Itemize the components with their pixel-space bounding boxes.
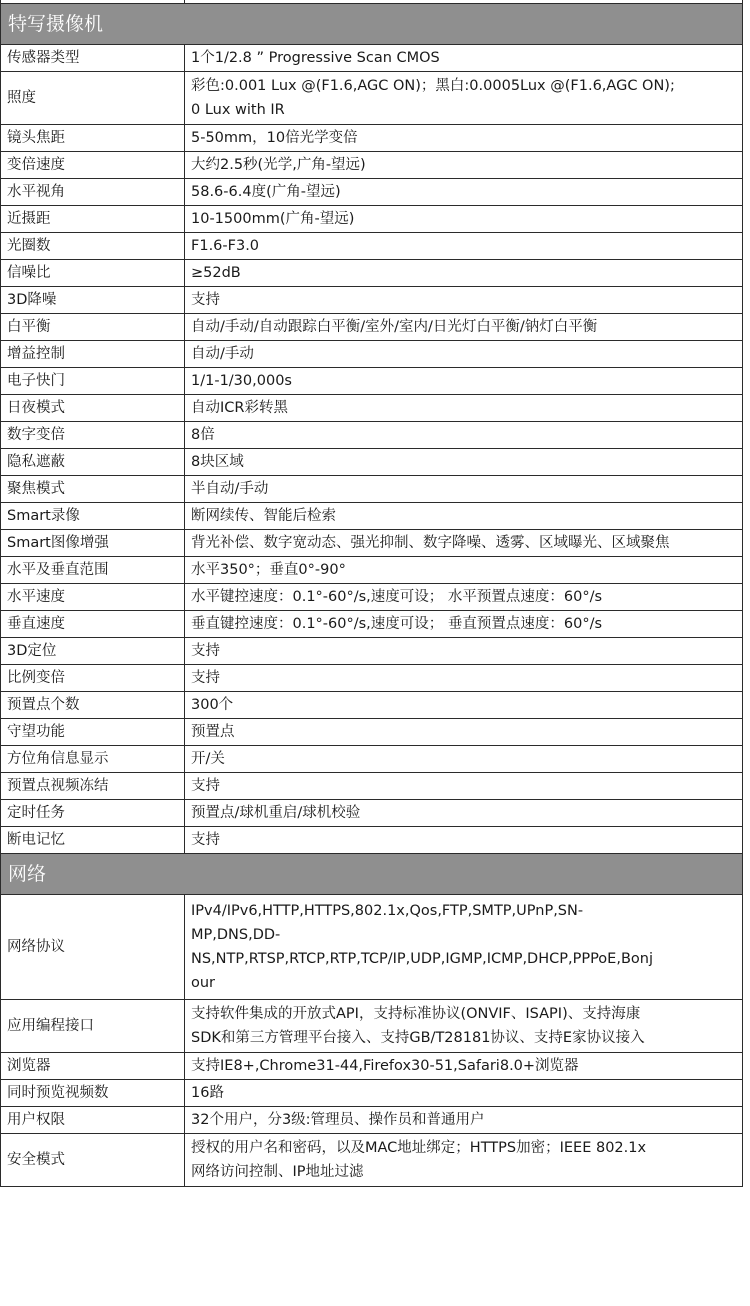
spec-value-line: ≥52dB	[191, 265, 241, 281]
table-row	[1, 638, 743, 665]
spec-value-line: 支持	[191, 643, 220, 659]
spec-label: 3D降噪	[1, 287, 185, 314]
table-row	[1, 611, 743, 638]
spec-label: 水平速度	[1, 584, 185, 611]
spec-value	[185, 179, 743, 206]
spec-label: 安全模式	[1, 1134, 185, 1187]
spec-value	[185, 746, 743, 773]
table-row	[1, 1107, 743, 1134]
spec-value-line: 授权的用户名和密码，以及MAC地址绑定；HTTPS加密；IEEE 802.1x	[191, 1140, 647, 1156]
section-title: 特写摄像机	[1, 4, 743, 45]
spec-label: 比例变倍	[1, 665, 185, 692]
spec-value	[185, 827, 743, 854]
spec-value	[185, 1107, 743, 1134]
table-row	[1, 449, 743, 476]
spec-value-line: 断网续传、智能后检索	[191, 508, 336, 524]
table-row	[1, 341, 743, 368]
spec-value-line: 自动/手动	[191, 346, 254, 362]
table-row	[1, 476, 743, 503]
spec-value	[185, 611, 743, 638]
spec-value	[185, 530, 743, 557]
spec-value-line: 支持IE8+,Chrome31-44,Firefox30-51,Safari8.0+浏览器	[191, 1058, 579, 1074]
spec-value-line: 300个	[191, 697, 234, 713]
spec-label: 白平衡	[1, 314, 185, 341]
spec-value	[185, 287, 743, 314]
table-row	[1, 72, 743, 125]
table-row	[1, 746, 743, 773]
table-row	[1, 152, 743, 179]
spec-value	[185, 45, 743, 72]
spec-label: 水平及垂直范围	[1, 557, 185, 584]
spec-value-line: 彩色:0.001 Lux @(F1.6,AGC ON)；黑白:0.0005Lux @(F1.6,AGC ON);	[191, 78, 675, 94]
spec-value-line: 8倍	[191, 427, 215, 443]
spec-value	[185, 800, 743, 827]
spec-value	[185, 152, 743, 179]
spec-value-line: IPv4/IPv6,HTTP,HTTPS,802.1x,Qos,FTP,SMTP,UPnP,SN-	[191, 903, 584, 919]
table-row	[1, 1134, 743, 1187]
spec-value-line: 支持	[191, 778, 220, 794]
table-row	[1, 179, 743, 206]
table-row	[1, 287, 743, 314]
table-row	[1, 233, 743, 260]
spec-label: 照度	[1, 72, 185, 125]
spec-label: 网络协议	[1, 895, 185, 1000]
spec-value	[185, 260, 743, 287]
spec-value	[185, 1080, 743, 1107]
spec-value	[185, 503, 743, 530]
spec-value	[185, 557, 743, 584]
spec-value	[185, 719, 743, 746]
spec-value-line: 背光补偿、数字宽动态、强光抑制、数字降噪、透雾、区域曝光、区域聚焦	[191, 535, 670, 551]
spec-label: Smart录像	[1, 503, 185, 530]
table-row	[1, 125, 743, 152]
spec-value-line: 10-1500mm(广角-望远)	[191, 211, 355, 227]
spec-value-line: 58.6-6.4度(广角-望远)	[191, 184, 341, 200]
table-row	[1, 45, 743, 72]
spec-value	[185, 665, 743, 692]
spec-value-line: 16路	[191, 1085, 224, 1101]
spec-value	[185, 233, 743, 260]
spec-value	[185, 341, 743, 368]
spec-label: 信噪比	[1, 260, 185, 287]
spec-value	[185, 638, 743, 665]
spec-value	[185, 1000, 743, 1053]
section-header	[1, 4, 743, 45]
spec-label: 传感器类型	[1, 45, 185, 72]
table-row	[1, 827, 743, 854]
table-row	[1, 1080, 743, 1107]
spec-label: 光圈数	[1, 233, 185, 260]
spec-label: 预置点个数	[1, 692, 185, 719]
spec-label: 断电记忆	[1, 827, 185, 854]
spec-table-body	[1, 0, 743, 1187]
spec-label: 隐私遮蔽	[1, 449, 185, 476]
spec-label: 电子快门	[1, 368, 185, 395]
spec-value-line: 预置点/球机重启/球机校验	[191, 805, 361, 821]
spec-label: 3D定位	[1, 638, 185, 665]
spec-value-line: 8块区域	[191, 454, 244, 470]
spec-value-line: 半自动/手动	[191, 481, 269, 497]
spec-value-line: MP,DNS,DD-	[191, 927, 281, 943]
spec-value-line: 支持	[191, 832, 220, 848]
spec-value-line: 1个1/2.8 ” Progressive Scan CMOS	[191, 50, 440, 66]
spec-value	[185, 368, 743, 395]
table-row	[1, 665, 743, 692]
spec-label: 数字变倍	[1, 422, 185, 449]
spec-value	[185, 1134, 743, 1187]
spec-value	[185, 692, 743, 719]
spec-label: 增益控制	[1, 341, 185, 368]
table-row	[1, 895, 743, 1000]
spec-value-line: 支持	[191, 670, 220, 686]
spec-value-line: SDK和第三方管理平台接入、支持GB/T28181协议、支持E家协议接入	[191, 1030, 645, 1046]
spec-value-line: 水平键控速度：0.1°-60°/s,速度可设； 水平预置点速度：60°/s	[191, 589, 603, 605]
spec-value-line: 支持软件集成的开放式API，支持标准协议(ONVIF、ISAPI)、支持海康	[191, 1006, 641, 1022]
spec-value-line: our	[191, 975, 216, 991]
spec-value	[185, 476, 743, 503]
spec-value-line: NS,NTP,RTSP,RTCP,RTP,TCP/IP,UDP,IGMP,ICMP,DHCP,PPPoE,Bonj	[191, 951, 653, 967]
spec-label: 应用编程接口	[1, 1000, 185, 1053]
table-row	[1, 1053, 743, 1080]
table-row	[1, 206, 743, 233]
spec-value-line: 1/1-1/30,000s	[191, 373, 292, 389]
spec-value-line: 0 Lux with IR	[191, 102, 285, 118]
table-row	[1, 260, 743, 287]
spec-label: 垂直速度	[1, 611, 185, 638]
spec-value-line: 垂直键控速度：0.1°-60°/s,速度可设； 垂直预置点速度：60°/s	[191, 616, 603, 632]
section-header	[1, 854, 743, 895]
spec-label: Smart图像增强	[1, 530, 185, 557]
spec-value-line: 自动/手动/自动跟踪白平衡/室外/室内/日光灯白平衡/钠灯白平衡	[191, 319, 598, 335]
table-row	[1, 719, 743, 746]
section-title: 网络	[1, 854, 743, 895]
table-row	[1, 773, 743, 800]
spec-value-line: 32个用户，分3级:管理员、操作员和普通用户	[191, 1112, 485, 1128]
table-row	[1, 692, 743, 719]
table-row	[1, 800, 743, 827]
spec-value	[185, 314, 743, 341]
spec-value-line: 自动ICR彩转黑	[191, 400, 288, 416]
spec-value-line: 网络访问控制、IP地址过滤	[191, 1164, 364, 1180]
table-row	[1, 1000, 743, 1053]
spec-label: 预置点视频冻结	[1, 773, 185, 800]
table-row	[1, 314, 743, 341]
spec-label: 方位角信息显示	[1, 746, 185, 773]
table-row	[1, 584, 743, 611]
table-row	[1, 503, 743, 530]
spec-value-line: F1.6-F3.0	[191, 238, 260, 254]
table-row	[1, 368, 743, 395]
table-row	[1, 422, 743, 449]
spec-value	[185, 584, 743, 611]
spec-value	[185, 773, 743, 800]
spec-label: 守望功能	[1, 719, 185, 746]
spec-label: 镜头焦距	[1, 125, 185, 152]
spec-value	[185, 395, 743, 422]
table-row	[1, 557, 743, 584]
spec-value	[185, 206, 743, 233]
spec-label: 变倍速度	[1, 152, 185, 179]
spec-label: 水平视角	[1, 179, 185, 206]
table-row	[1, 395, 743, 422]
spec-value	[185, 449, 743, 476]
spec-label: 同时预览视频数	[1, 1080, 185, 1107]
spec-value-line: 水平350°；垂直0°-90°	[191, 562, 346, 578]
spec-value	[185, 895, 743, 1000]
spec-value	[185, 1053, 743, 1080]
spec-value-line: 预置点	[191, 724, 235, 740]
spec-label: 近摄距	[1, 206, 185, 233]
spec-value	[185, 72, 743, 125]
spec-value	[185, 422, 743, 449]
table-row	[1, 530, 743, 557]
spec-value-line: 支持	[191, 292, 220, 308]
spec-value-line: 5-50mm，10倍光学变倍	[191, 130, 358, 146]
spec-label: 日夜模式	[1, 395, 185, 422]
spec-label: 定时任务	[1, 800, 185, 827]
spec-label: 浏览器	[1, 1053, 185, 1080]
spec-value-line: 开/关	[191, 751, 225, 767]
spec-label: 聚焦模式	[1, 476, 185, 503]
spec-value-line: 大约2.5秒(光学,广角-望远)	[191, 157, 366, 173]
spec-label: 用户权限	[1, 1107, 185, 1134]
spec-value	[185, 125, 743, 152]
